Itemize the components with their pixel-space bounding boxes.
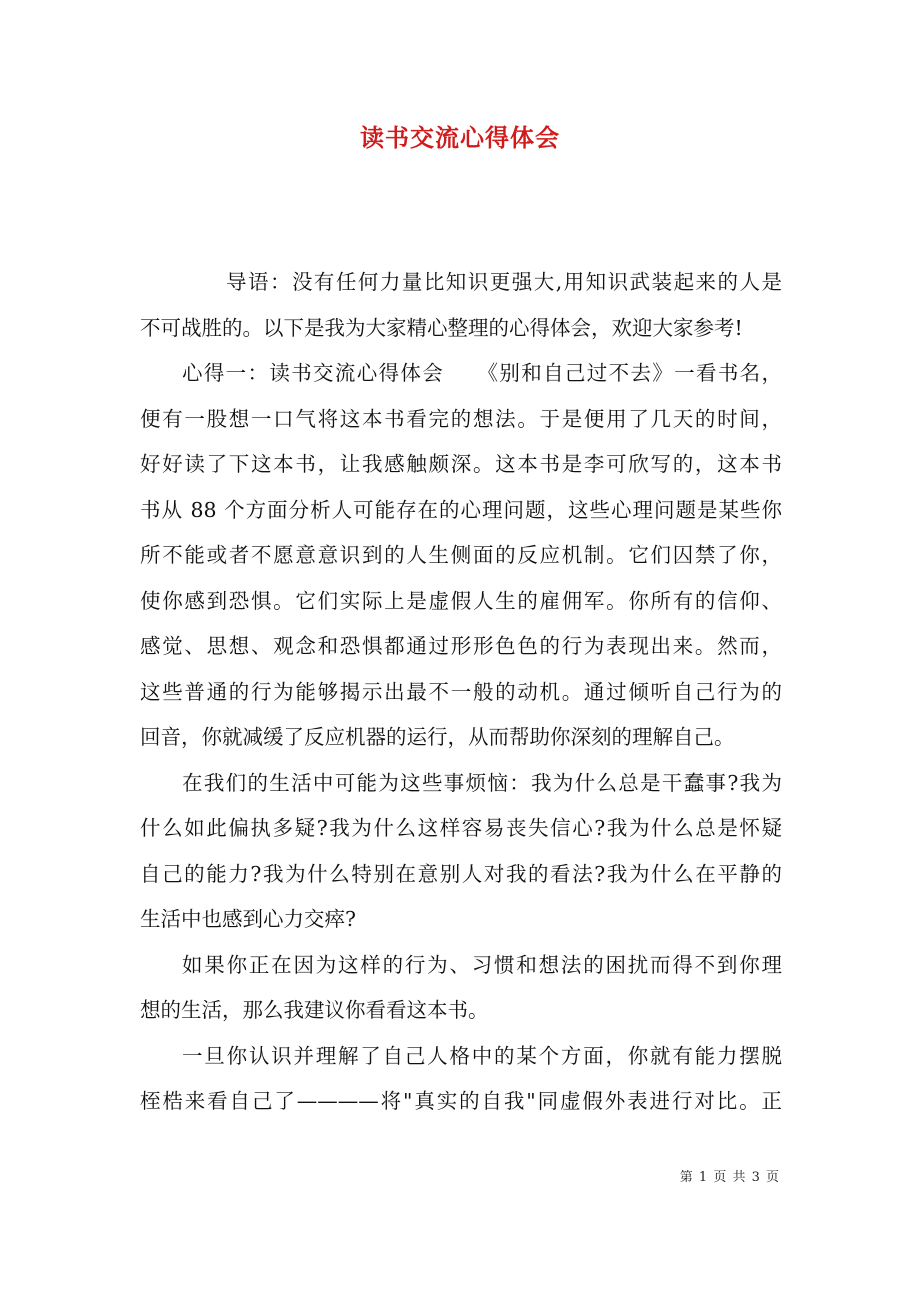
page-number: 第 1 页 共 3 页: [679, 1170, 780, 1185]
paragraph-line: 回音，你就减缓了反应机器的运行，从而帮助你深刻的理解自己。: [140, 725, 735, 749]
document-title: 读书交流心得体会: [360, 123, 560, 152]
paragraph-line: 生活中也感到心力交瘁?: [140, 907, 356, 931]
paragraph-line: 一旦你认识并理解了自己人格中的某个方面，你就有能力摆脱: [182, 1043, 782, 1068]
paragraph-line: 在我们的生活中可能为这些事烦恼：我为什么总是干蠢事?我为: [182, 770, 782, 795]
paragraph-line: 如果你正在因为这样的行为、习惯和想法的困扰而得不到你理: [182, 952, 782, 977]
paragraph-line: 这些普通的行为能够揭示出最不一般的动机。通过倾听自己行为的: [140, 679, 782, 704]
paragraph-line: 便有一股想一口气将这本书看完的想法。于是便用了几天的时间，: [140, 406, 782, 431]
paragraph-line: 什么如此偏执多疑?我为什么这样容易丧失信心?我为什么总是怀疑: [140, 816, 782, 840]
paragraph-line: 所不能或者不愿意意识到的人生侧面的反应机制。它们囚禁了你，: [140, 543, 782, 567]
paragraph-line: 不可战胜的。以下是我为大家精心整理的心得体会，欢迎大家参考!: [140, 315, 743, 340]
paragraph-line: 自己的能力?我为什么特别在意别人对我的看法?我为什么在平静的: [140, 861, 782, 886]
paragraph-line: 好好读了下这本书，让我感触颇深。这本书是李可欣写的，这本书: [140, 452, 782, 476]
paragraph-line: 想的生活，那么我建议你看看这本书。: [140, 998, 489, 1022]
document-body: [140, 260, 782, 1125]
paragraph-line: 导语：没有任何力量比知识更强大,用知识武装起来的人是: [226, 270, 782, 294]
paragraph-line: 心得一：读书交流心得体会 《别和自己过不去》一看书名，: [182, 361, 782, 385]
paragraph-line: 书从 88 个方面分析人可能存在的心理问题，这些心理问题是某些你: [140, 497, 782, 522]
paragraph-line: 桎梏来看自己了————将"真实的自我"同虚假外表进行对比。正: [140, 1089, 782, 1113]
paragraph-line: 感觉、思想、观念和恐惧都通过形形色色的行为表现出来。然而，: [140, 634, 782, 658]
paragraph-line: 使你感到恐惧。它们实际上是虚假人生的雇佣军。你所有的信仰、: [140, 588, 782, 613]
